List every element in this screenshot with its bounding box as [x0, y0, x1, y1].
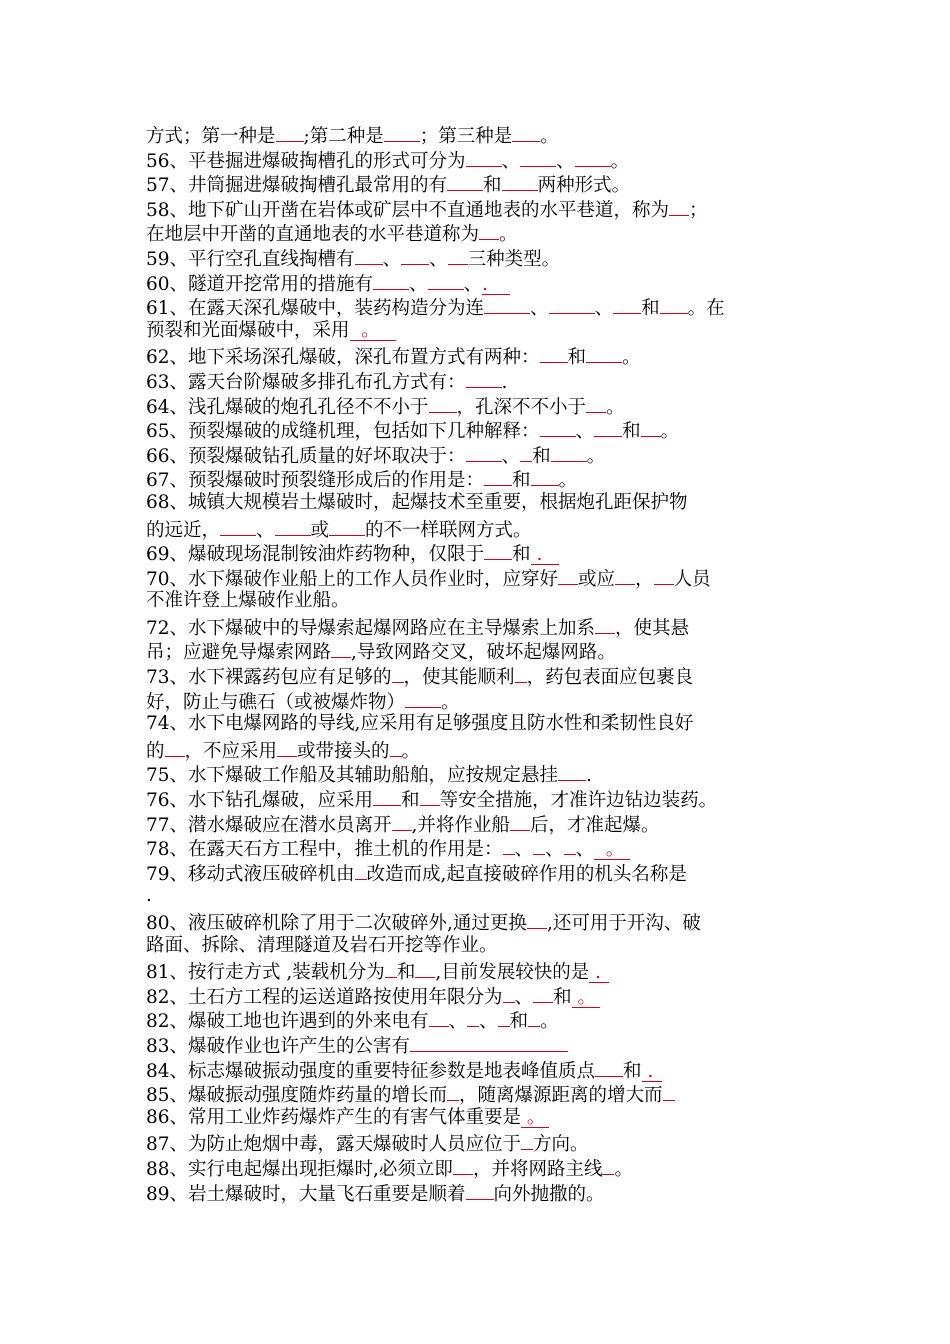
line-text: 、 — [514, 839, 534, 861]
fill-in-blank — [531, 466, 559, 486]
line-text: 85、爆破振动强度随炸药量的增长而 — [146, 1085, 448, 1107]
text-line — [146, 516, 810, 541]
fill-in-blank — [515, 663, 527, 683]
fill-in-blank — [373, 786, 401, 806]
text-line — [146, 245, 810, 270]
line-text: 后，才准起爆。 — [529, 814, 660, 836]
fill-in-blank: 。 — [521, 1108, 549, 1128]
line-text: 好，防止与礁石（或被爆炸物） — [146, 691, 406, 713]
line-text: ，使其能顺利 — [403, 667, 515, 689]
fill-in-blank — [392, 811, 412, 831]
line-text: 。 — [622, 347, 641, 369]
line-text: 。 — [540, 126, 559, 147]
text-line — [146, 393, 810, 418]
text-line — [146, 466, 810, 491]
line-text: 、 — [429, 248, 448, 270]
fill-in-blank — [615, 565, 635, 585]
line-text: 87、为防止炮烟中毒，露天爆破时人员应位于 — [146, 1134, 522, 1156]
fill-in-blank — [429, 393, 457, 413]
line-text: 、 — [575, 839, 595, 861]
fill-in-blank: 。 — [350, 321, 396, 341]
line-text: 。在 — [687, 298, 725, 320]
text-line — [146, 442, 810, 467]
line-text: 60、隧道开挖常用的措施有 — [146, 273, 374, 295]
text-line — [146, 1081, 810, 1106]
fill-in-blank — [467, 1007, 479, 1027]
line-text: 和 — [553, 986, 572, 1008]
line-text: 61、在露天深孔爆破中，装药构造分为连 — [146, 298, 485, 320]
fill-in-blank — [453, 1155, 473, 1175]
fill-in-blank — [384, 122, 420, 142]
line-text: ,并将作业船 — [411, 814, 510, 836]
line-text: 、 — [479, 1011, 498, 1033]
line-text: 在地层中开凿的直通地表的水平巷道称为 — [146, 224, 480, 246]
line-text: 或应 — [578, 568, 616, 590]
line-text: 56、平巷掘进爆破掏槽孔的形式可分为 — [146, 150, 466, 172]
fill-in-blank — [521, 1130, 533, 1150]
line-text: 、 — [501, 445, 521, 467]
text-line — [146, 1106, 810, 1131]
line-text: 不准许登上爆破作业船。 — [146, 590, 350, 612]
line-text: 84、标志爆破振动强度的重要特征参数是地表峰值质点 — [146, 1060, 596, 1082]
line-text: 或 — [310, 519, 330, 541]
fill-in-blank: . — [531, 545, 559, 565]
line-text: 和 — [641, 298, 660, 320]
line-text: 方向。 — [533, 1134, 589, 1156]
line-text: 64、浅孔爆破的炮孔孔径不不小于 — [146, 396, 429, 418]
line-text: 59、平行空孔直线掏槽有 — [146, 248, 355, 270]
text-line — [146, 540, 810, 565]
text-line — [146, 1155, 810, 1180]
line-text: 86、常用工业炸药爆炸产生的有害气体重要是 — [146, 1106, 522, 1128]
line-text: 79、移动式液压破碎机由 — [146, 863, 355, 885]
line-text: 89、岩土爆破时，大量飞石重要是顺着 — [146, 1183, 466, 1205]
fill-in-blank — [564, 835, 576, 855]
line-text: 63、露天台阶爆破多排孔布孔方式有： — [146, 371, 466, 393]
fill-in-blank — [429, 1007, 449, 1027]
fill-in-blank — [551, 442, 587, 462]
line-text: 、 — [409, 273, 428, 295]
line-text: 改造而成,起直接破碎作用的机头名称是 — [366, 863, 687, 885]
line-text: 。 — [401, 740, 421, 762]
line-text: 和 — [623, 1060, 642, 1082]
fill-in-blank — [447, 1081, 459, 1101]
text-line — [146, 565, 810, 590]
text-line — [146, 761, 810, 786]
fill-in-blank — [533, 835, 545, 855]
fill-in-blank — [540, 417, 576, 437]
line-text: 。 — [610, 150, 630, 172]
fill-in-blank — [654, 565, 674, 585]
fill-in-blank — [527, 909, 547, 929]
line-text: ； — [689, 199, 708, 221]
line-text: 75、水下爆破工作船及其辅助船舶，应按规定悬挂 — [146, 765, 559, 787]
text-line — [146, 319, 810, 344]
line-text: 。 — [660, 421, 680, 443]
fill-in-blank — [533, 983, 553, 1003]
line-text: 和 — [532, 445, 551, 467]
line-text: . — [146, 885, 152, 907]
line-text: 。 — [586, 445, 606, 467]
fill-in-blank — [415, 958, 435, 978]
line-text: 。 — [614, 1158, 633, 1180]
text-line — [146, 1180, 810, 1205]
line-text: 82、土石方工程的运送道路按使用年限分为 — [146, 986, 503, 1008]
line-text: 76、水下钻孔爆破，应采用 — [146, 790, 374, 812]
line-text: 77、潜水爆破应在潜水员离开 — [146, 814, 392, 836]
line-text: 65、预裂爆破的成缝机理，包括如下几种解释： — [146, 421, 540, 443]
line-text: 81、按行走方式 ,装载机分为 — [146, 962, 385, 984]
text-line — [146, 220, 810, 245]
text-line — [146, 343, 810, 368]
text-line — [146, 786, 810, 811]
text-line — [146, 934, 810, 959]
line-text: 人员 — [673, 568, 711, 590]
fill-in-blank — [276, 122, 304, 142]
fill-in-blank — [558, 565, 578, 585]
line-text: 或带接头的 — [297, 740, 390, 762]
fill-in-blank — [595, 1057, 623, 1077]
fill-in-blank — [498, 1007, 510, 1027]
line-text: . — [501, 371, 508, 393]
fill-in-blank — [466, 1180, 494, 1200]
fill-in-blank — [373, 270, 409, 290]
fill-in-blank — [484, 294, 530, 314]
line-text: 68、城镇大规模岩土爆破时，起爆技术至重要，根据炮孔距保护物 — [146, 491, 688, 513]
text-line — [146, 368, 810, 393]
line-text: 的 — [146, 740, 165, 762]
line-text: 、 — [575, 421, 595, 443]
line-text: 和 — [509, 1011, 529, 1033]
line-text: 两种形式。 — [537, 175, 631, 197]
line-text: 。 — [558, 470, 578, 492]
fill-in-blank — [420, 786, 440, 806]
line-text: 73、水下裸露药包应有足够的 — [146, 667, 392, 689]
text-line — [146, 983, 810, 1008]
fill-in-blank — [329, 516, 365, 536]
fill-in-blank — [602, 1155, 614, 1175]
line-text: 、 — [382, 248, 402, 270]
line-text: ， — [635, 568, 654, 590]
line-text: 和 — [401, 790, 420, 812]
fill-in-blank — [220, 516, 256, 536]
text-line — [146, 147, 810, 172]
line-text: 74、水下电爆网路的导线,应采用有足够强度且防水性和柔韧性良好 — [146, 713, 694, 735]
text-line — [146, 909, 810, 934]
text-line — [146, 737, 810, 762]
line-text: 57、井筒掘进爆破掏槽孔最常用的有 — [146, 175, 448, 197]
fill-in-blank — [392, 663, 404, 683]
line-text: 吊；应避免导爆索网路 — [146, 642, 332, 664]
line-text: 和 — [483, 175, 502, 197]
fill-in-blank — [520, 442, 532, 462]
fill-in-blank — [540, 343, 568, 363]
line-text: 72、水下爆破中的导爆索起爆网路应在主导爆索上加系 — [146, 617, 596, 639]
line-text: 62、地下采场深孔爆破，深孔布置方式有两种： — [146, 347, 540, 369]
line-text: 路面、拆除、清理隧道及岩石开挖等作业。 — [146, 934, 498, 956]
line-text: 的远近， — [146, 519, 221, 541]
line-text: 和 — [622, 421, 641, 443]
text-line — [146, 1057, 810, 1082]
line-text: 、 — [594, 298, 614, 320]
fill-in-blank — [613, 294, 641, 314]
text-line — [146, 1007, 810, 1032]
line-text: 、 — [530, 298, 549, 320]
fill-in-blank — [520, 147, 556, 167]
fill-in-blank — [503, 835, 515, 855]
fill-in-blank — [447, 171, 483, 191]
line-text: 、 — [556, 150, 575, 172]
line-text: 88、实行电起爆出现拒爆时,必须立即 — [146, 1158, 453, 1180]
fill-in-blank — [385, 958, 397, 978]
line-text: ，药包表面应包裹良 — [526, 667, 694, 689]
fill-in-blank — [448, 245, 468, 265]
fill-in-blank — [405, 688, 441, 708]
line-text: 和 — [396, 962, 416, 984]
line-text: 、 — [256, 519, 275, 541]
line-text: ，不应采用 — [184, 740, 278, 762]
fill-in-blank — [275, 516, 311, 536]
line-text: 方式；第一种是 — [146, 126, 276, 147]
line-text: 、 — [501, 150, 521, 172]
fill-in-blank — [549, 294, 595, 314]
text-line — [146, 958, 810, 983]
line-text: 等安全措施，才准许边钻边装药。 — [439, 790, 718, 812]
text-line — [146, 270, 810, 295]
fill-in-blank — [586, 393, 606, 413]
fill-in-blank — [586, 343, 622, 363]
line-text: 67、预裂爆破时预裂缝形成后的作用是： — [146, 470, 485, 492]
fill-in-blank: . — [642, 1062, 662, 1082]
fill-in-blank: 。 — [594, 840, 630, 860]
text-line — [146, 196, 810, 221]
line-text: 82、爆破工地也许遇到的外来电有 — [146, 1011, 429, 1033]
line-text: 和 — [512, 470, 531, 492]
line-text: 83、爆破作业也许产生的公害有 — [146, 1035, 411, 1057]
line-text: 80、液压破碎机除了用于二次破碎外,通过更换 — [146, 913, 527, 934]
text-line — [146, 712, 810, 737]
text-line — [146, 663, 810, 688]
line-text: 、 — [463, 273, 483, 295]
line-text: ，使其悬 — [615, 617, 690, 639]
text-line — [146, 860, 810, 885]
line-text: 预裂和光面爆破中，采用 — [146, 319, 350, 341]
line-text: 和 — [567, 347, 587, 369]
text-line — [146, 1130, 810, 1155]
line-text: 。 — [606, 396, 625, 418]
fill-in-blank — [595, 614, 615, 634]
text-line — [146, 884, 810, 909]
fill-in-blank: 。 — [572, 988, 600, 1008]
line-text: 、 — [514, 986, 534, 1008]
text-line — [146, 417, 810, 442]
line-text: 。 — [540, 1011, 559, 1033]
text-line — [146, 614, 810, 639]
text-line — [146, 1032, 810, 1057]
text-line — [146, 294, 810, 319]
line-text: 。 — [499, 224, 518, 246]
fill-in-blank — [503, 983, 515, 1003]
fill-in-blank — [484, 466, 512, 486]
fill-in-blank — [355, 860, 367, 880]
fill-in-blank — [410, 1032, 568, 1052]
fill-in-blank: . — [482, 275, 510, 295]
text-line — [146, 491, 810, 516]
fill-in-blank — [528, 1007, 540, 1027]
line-text: ,导致网路交叉，破坏起爆网路。 — [351, 642, 616, 664]
fill-in-blank — [479, 220, 499, 240]
fill-in-blank — [484, 540, 512, 560]
fill-in-blank — [466, 442, 502, 462]
line-text: 、 — [545, 839, 564, 861]
line-text: ，孔深不不小于 — [456, 396, 587, 418]
line-text: ,还可用于开沟、破 — [546, 913, 701, 934]
text-line — [146, 589, 810, 614]
fill-in-blank — [512, 122, 540, 142]
line-text: ;第二种是 — [303, 126, 384, 147]
fill-in-blank — [660, 294, 688, 314]
line-text: . — [586, 765, 592, 787]
line-text: ，并将网路主线 — [472, 1158, 603, 1180]
fill-in-blank — [466, 147, 502, 167]
text-line — [146, 171, 810, 196]
fill-in-blank — [594, 417, 622, 437]
fill-in-blank — [669, 196, 689, 216]
text-line — [146, 122, 810, 147]
fill-in-blank — [428, 270, 464, 290]
line-text: 。 — [441, 691, 460, 713]
fill-in-blank — [331, 638, 351, 658]
line-text: ，随离爆源距离的增大而 — [459, 1085, 663, 1107]
fill-in-blank — [165, 737, 185, 757]
text-line — [146, 811, 810, 836]
line-text: 和 — [512, 544, 531, 566]
line-text: 70、水下爆破作业船上的工作人员作业时，应穿好 — [146, 568, 559, 590]
fill-in-blank — [401, 245, 429, 265]
fill-in-blank — [575, 147, 611, 167]
fill-in-blank — [641, 417, 661, 437]
line-text: 66、预裂爆破钻孔质量的好坏取决于： — [146, 445, 466, 467]
text-line — [146, 835, 810, 860]
fill-in-blank — [663, 1081, 675, 1101]
line-text: ,目前发展较快的是 — [435, 962, 590, 984]
text-line — [146, 638, 810, 663]
line-text: 78、在露天石方工程中，推土机的作用是： — [146, 839, 503, 861]
fill-in-blank — [390, 737, 402, 757]
fill-in-blank — [355, 245, 383, 265]
line-text: 、 — [448, 1011, 468, 1033]
fill-in-blank — [277, 737, 297, 757]
line-text: 58、地下矿山开凿在岩体或矿层中不直通地表的水平巷道，称为 — [146, 199, 670, 221]
line-text: 的不一样联网方式。 — [365, 519, 532, 541]
fill-in-blank: . — [589, 963, 609, 983]
line-text: 69、爆破现场混制铵油炸药物种，仅限于 — [146, 544, 485, 566]
line-text: ；第三种是 — [419, 126, 513, 147]
line-text: 向外抛撒的。 — [493, 1183, 605, 1205]
fill-in-blank — [466, 368, 502, 388]
fill-in-blank — [558, 761, 586, 781]
text-line — [146, 688, 810, 713]
document-page — [146, 122, 810, 1204]
fill-in-blank — [510, 811, 530, 831]
line-text: 三种类型。 — [467, 248, 561, 270]
fill-in-blank — [502, 171, 538, 191]
